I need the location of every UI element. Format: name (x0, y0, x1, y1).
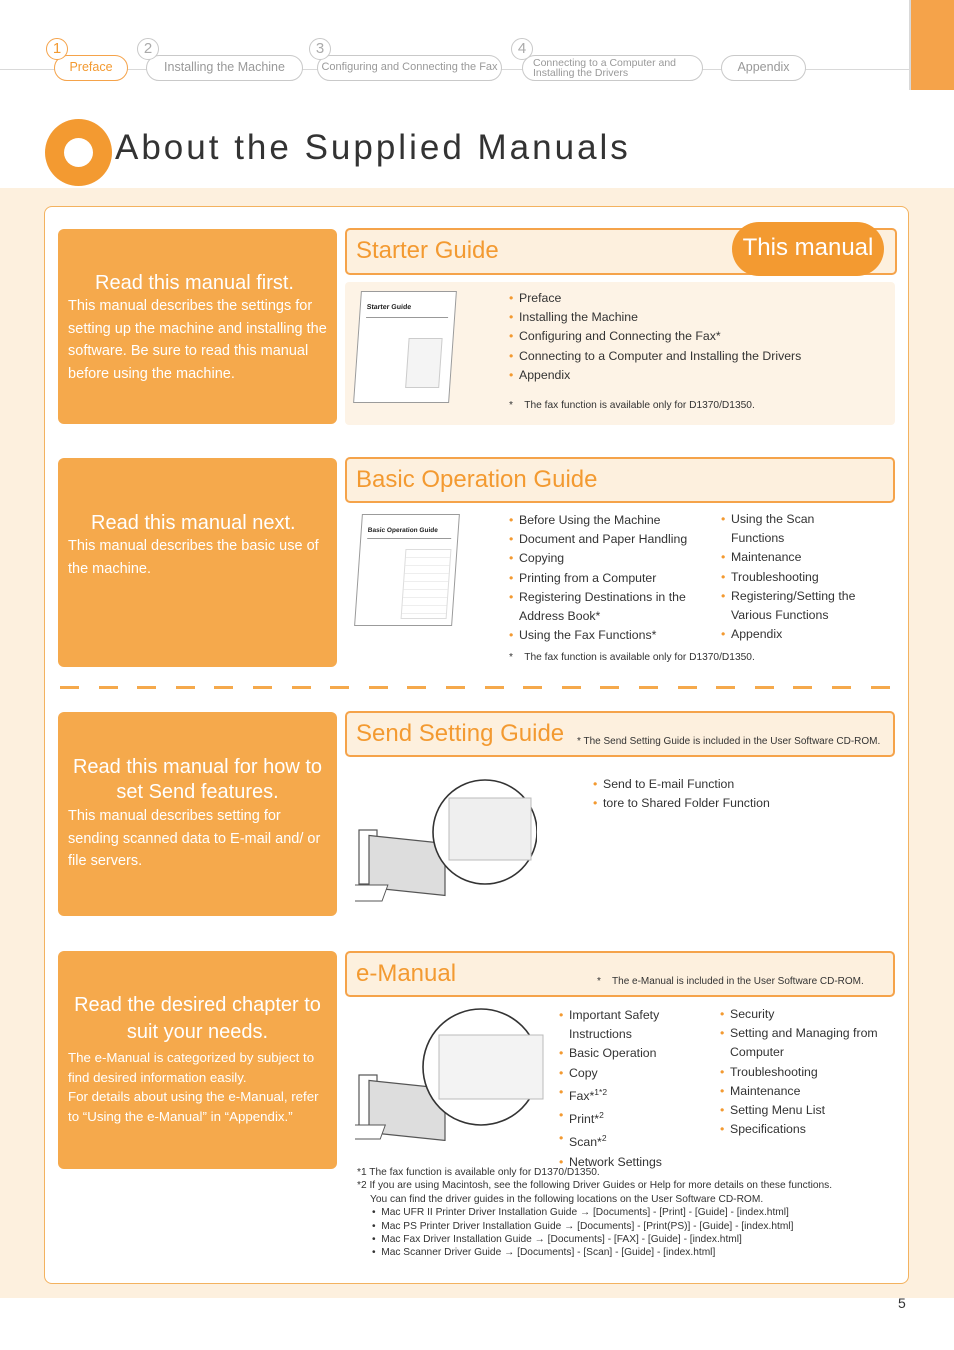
emanual-lead-description: The e-Manual is categorized by subject to find desired information easily. (68, 1050, 315, 1085)
dash-segment (330, 686, 349, 689)
list-item: • Security (720, 1005, 880, 1024)
nav-step-number: 4 (511, 38, 533, 60)
book-title: Starter Guide (366, 304, 412, 311)
list-item: • Registering/Setting the Various Functions (721, 587, 861, 625)
dash-segment (446, 686, 465, 689)
note-mark: * (597, 976, 601, 987)
list-item (559, 1044, 699, 1063)
path-item: • Mac Scanner Driver Guide → [Documents] - [Scan] - [Guide] - [index.html] (372, 1247, 716, 1259)
list-item (559, 1064, 699, 1083)
this-manual-badge: This manual (732, 222, 884, 276)
nav-step-number: 3 (309, 38, 331, 60)
send-guide-note: * The Send Setting Guide is included in the User Software CD-ROM. (577, 736, 881, 747)
dash-segment (678, 686, 697, 689)
emanual-lead-box (58, 951, 337, 1169)
nav-tab-connecting[interactable] (522, 55, 703, 81)
emanual-lead-heading: Read the desired chapter to suit your needs. (74, 994, 321, 1043)
list-item: • Registering Destinations in the Address Book* (509, 588, 694, 626)
nav-tab-label: Connecting to a Computer and Installing the Drivers (533, 57, 677, 79)
list-item-text: Basic Operation (569, 1046, 657, 1061)
computer-illustration (355, 1005, 555, 1146)
path-item: • Mac PS Printer Driver Installation Guide → [Documents] - [Print(PS)] - [Guide] - [index.html] (372, 1220, 794, 1232)
basic-topic-list-right (721, 510, 871, 644)
list-item: • Installing the Machine (509, 308, 801, 327)
footnote-text: The fax function is available only for D1370/D1350. (524, 400, 755, 411)
footnote-mark: * (509, 652, 513, 663)
footnote-paths (357, 1206, 832, 1260)
basic-footnote (509, 652, 755, 663)
nav-tab-label: Preface (69, 60, 113, 74)
list-item: • Preface (509, 289, 801, 308)
list-item: • Specifications (720, 1120, 880, 1139)
chapter-side-tab (909, 0, 954, 90)
note-text: The e-Manual is included in the User Software CD-ROM. (612, 976, 864, 987)
footnote-ref: 2 (599, 1110, 604, 1121)
dash-segment (485, 686, 504, 689)
computer-illustration (355, 772, 537, 913)
footnote-1: *1 The fax function is available only for D1370/D1350. (357, 1167, 600, 1178)
list-item (559, 1129, 699, 1152)
list-item (559, 1006, 699, 1044)
list-item: • Document and Paper Handling (509, 530, 709, 549)
emanual-title: e-Manual (356, 960, 457, 987)
list-item: • Maintenance (721, 548, 871, 567)
list-item-text: Network Settings (569, 1154, 662, 1169)
list-item-text: Print* (569, 1112, 600, 1127)
basic-guide-title: Basic Operation Guide (356, 466, 598, 493)
footnote-2b: You can find the driver guides in the following locations on the User Software CD-ROM. (370, 1193, 764, 1205)
emanual-lead-description-2: For details about using the e-Manual, refer to “Using the e-Manual” in “Appendix.” (68, 1089, 319, 1124)
nav-step-number: 2 (137, 38, 159, 60)
list-item: • Connecting to a Computer and Installing the Drivers (509, 347, 801, 366)
nav-tab-appendix[interactable] (721, 55, 806, 81)
list-item: • Using the Scan Functions (721, 510, 871, 548)
dash-segment (755, 686, 774, 689)
dash-segment (369, 686, 388, 689)
footnote-ref: 2 (601, 1133, 607, 1144)
path-item: • Mac UFR II Printer Driver Installation Guide → [Documents] - [Print] - [Guide] - [index.html] (372, 1207, 789, 1219)
list-item: • Send to E-mail Function (593, 775, 770, 794)
dash-segment (716, 686, 735, 689)
dash-segment (562, 686, 581, 689)
dash-segment (137, 686, 156, 689)
list-item: • Troubleshooting (721, 568, 871, 587)
dash-segment (176, 686, 195, 689)
dash-segment (214, 686, 233, 689)
list-item: • Appendix (721, 625, 871, 644)
dash-segment (523, 686, 542, 689)
basic-lead-heading: Read this manual next. (91, 512, 296, 534)
dash-segment (871, 686, 890, 689)
list-item: • Using the Fax Functions* (509, 626, 709, 645)
path-text: Mac UFR II Printer Driver Installation Guide → [Documents] - [Print] - [Guide] - [index.html] (381, 1207, 789, 1219)
list-item: • Setting and Managing from Computer (720, 1024, 880, 1062)
starter-guide-book-image (353, 291, 457, 403)
list-item (559, 1106, 699, 1129)
dash-segment (292, 686, 311, 689)
dash-segment (600, 686, 619, 689)
send-lead-description: This manual describes setting for sending scanned data to E-mail and/ or file servers. (68, 808, 321, 869)
emanual-topic-list-right (720, 1005, 880, 1139)
list-item: • Appendix (509, 366, 801, 385)
title-circle-icon (45, 119, 112, 186)
nav-tab-label: Appendix (737, 60, 790, 74)
basic-lead-box (58, 458, 337, 667)
basic-lead-description: This manual describes the basic use of the machine. (68, 538, 319, 577)
list-item: • Maintenance (720, 1082, 880, 1101)
nav-tab-label: Configuring and Connecting the Fax (321, 61, 498, 73)
basic-guide-header (345, 457, 895, 503)
list-item: • Printing from a Computer (509, 569, 709, 588)
footnote-mark: * (509, 400, 513, 411)
footnote-text: The fax function is available only for D1370/D1350. (524, 652, 755, 663)
basic-topic-list-left (509, 511, 709, 645)
send-lead-box (58, 712, 337, 916)
footnotes (357, 1166, 832, 1260)
dash-segment (793, 686, 812, 689)
footnote-2: *2 If you are using Macintosh, see the following Driver Guides or Help for more details on these functions. (357, 1180, 833, 1192)
book-title: Basic Operation Guide (367, 527, 439, 534)
list-item: • tore to Shared Folder Function (593, 794, 770, 813)
starter-topic-list (509, 289, 801, 385)
dash-segment (60, 686, 79, 689)
path-item: • Mac Fax Driver Installation Guide → [Documents] - [FAX] - [Guide] - [index.html] (372, 1234, 742, 1246)
list-item: • Setting Menu List (720, 1101, 880, 1120)
emanual-header (345, 951, 895, 997)
list-item-text: Scan* (569, 1135, 602, 1150)
send-topic-list (593, 775, 770, 813)
dash-segment (639, 686, 658, 689)
nav-tab-installing[interactable] (146, 55, 303, 81)
starter-lead-description: This manual describes the settings for setting up the machine and installing the software. Be sure to read this manual before using the machine. (68, 298, 327, 382)
list-item: • Troubleshooting (720, 1063, 880, 1082)
dash-segment (832, 686, 851, 689)
starter-footnote (509, 400, 755, 411)
list-item: • Copying (509, 549, 709, 568)
list-item-text: Fax* (569, 1088, 595, 1103)
path-text: Mac PS Printer Driver Installation Guide → [Documents] - [Print(PS)] - [Guide] - [index.html] (381, 1220, 794, 1232)
list-item: • Configuring and Connecting the Fax* (509, 327, 801, 346)
send-guide-title: Send Setting Guide (356, 720, 565, 747)
dash-segment (99, 686, 118, 689)
footnote-ref: 1*2 (594, 1086, 608, 1097)
page-title: About the Supplied Manuals (115, 128, 631, 167)
path-text: Mac Fax Driver Installation Guide → [Documents] - [FAX] - [Guide] - [index.html] (381, 1234, 742, 1246)
path-text: Mac Scanner Driver Guide → [Documents] - [Scan] - [Guide] - [index.html] (381, 1247, 716, 1259)
list-item (559, 1083, 699, 1106)
send-guide-header (345, 711, 895, 757)
dash-segment (253, 686, 272, 689)
dash-segment (407, 686, 426, 689)
emanual-topic-list-left (559, 1006, 699, 1172)
starter-lead-heading: Read this manual first. (95, 272, 294, 294)
nav-tab-preface[interactable] (54, 55, 128, 81)
starter-lead-box (58, 229, 337, 424)
nav-tab-label: Installing the Machine (164, 60, 285, 74)
emanual-note (597, 976, 864, 987)
list-item-text: Important Safety Instructions (569, 1008, 660, 1042)
send-lead-heading: Read this manual for how to set Send features. (72, 756, 323, 803)
basic-guide-book-image (354, 514, 460, 626)
nav-tab-fax[interactable] (317, 55, 502, 81)
list-item-text: Copy (569, 1065, 598, 1080)
list-item: • Before Using the Machine (509, 511, 709, 530)
starter-guide-title: Starter Guide (356, 237, 499, 264)
page-number: 5 (898, 1295, 906, 1311)
nav-step-number: 1 (46, 38, 68, 60)
